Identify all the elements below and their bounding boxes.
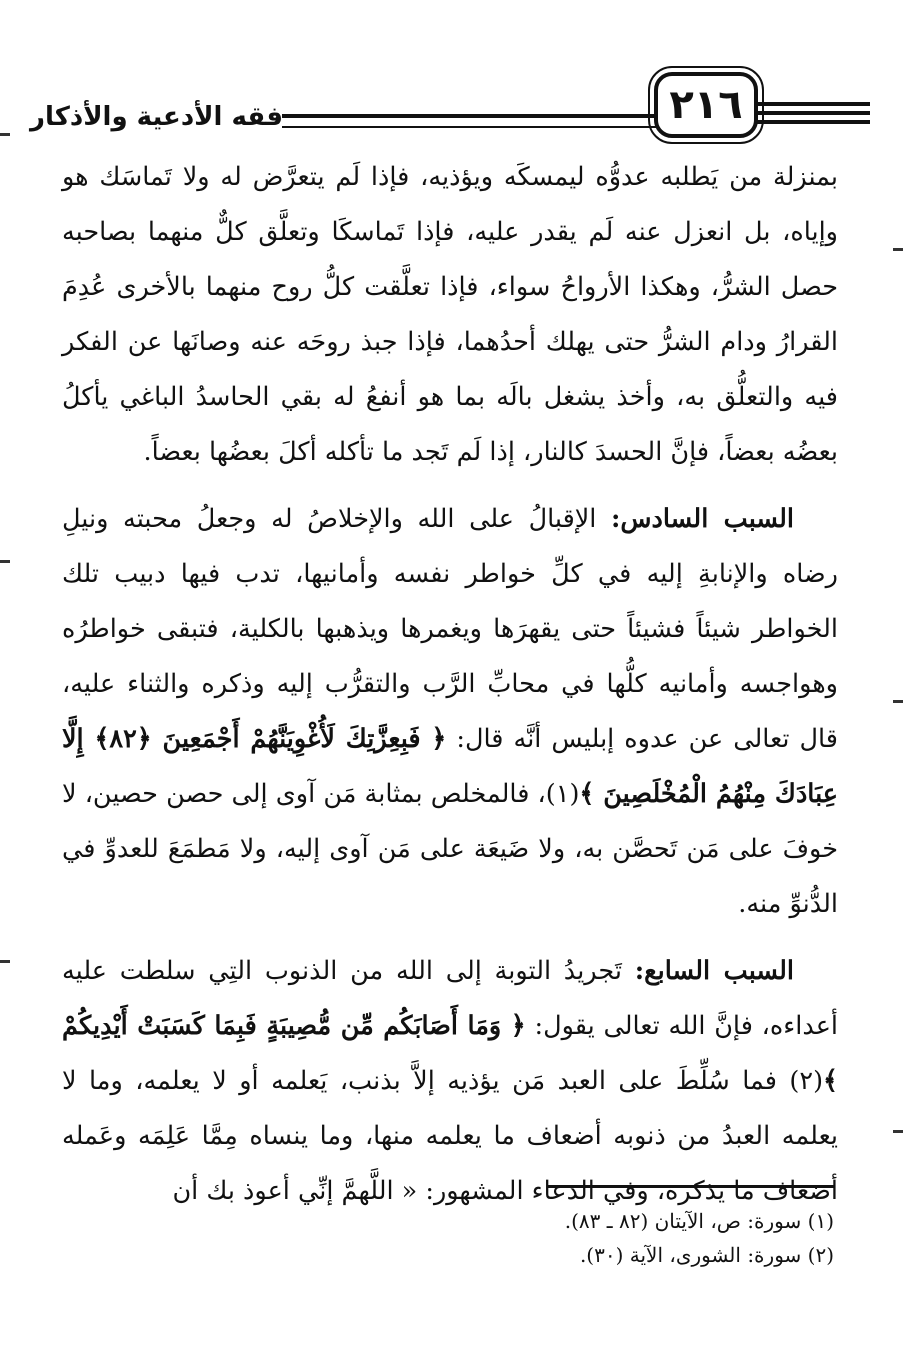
page-number: ٢١٦ (669, 82, 743, 128)
page-number-frame (654, 72, 758, 138)
page-header (30, 72, 870, 152)
paragraph (62, 492, 838, 932)
scan-edge-mark (0, 560, 10, 563)
paragraph (62, 150, 838, 480)
paragraph (62, 944, 838, 1219)
scan-edge-mark (0, 133, 10, 136)
running-title: فقه الأدعية والأذكار (30, 102, 283, 132)
scan-edge-mark (893, 248, 903, 251)
header-rule-right (750, 102, 870, 124)
text-segment: الإقبالُ على الله والإخلاصُ له وجعلُ محبته ونيلِ رضاه والإنابةِ إليه في كلِّ خواطر نفسه وأمانيها، تدب فيها دبيب تلك الخواطر شيئاً فشيئاً حتى يقهرَها ويغمرها ويذهبها بالكلية، فتبقى خواطرُه وهواجسه وأمانيه كلُّها في محابِّ الرَّب والتقرُّب إليه وذكره والثناء عليه، قال تعالى عن عدوه إبليس أنَّه قال: (62, 504, 838, 754)
text-segment: (٢) فما سُلِّطَ على العبد مَن يؤذيه إلاَّ بذنب، يَعلمه أو لا يعلمه، وما لا يعلمه العبدُ من ذنوبه أضعاف ما يعلمه منها، وما ينساه مِمَّا عَلِمَه وعَمله أضعاف ما يذكره، وفي الدعاء المشهور: « اللَّهمَّ إنِّي أعوذ بك أن (62, 1066, 838, 1206)
section-heading: السبب السادس: (611, 504, 794, 534)
body-text (62, 150, 838, 1219)
text-segment: بمنزلة من يَطلبه عدوُّه ليمسكَه ويؤذيه، فإذا لَم يتعرَّض له ولا تَماسَك هو وإياه، بل انعزل عنه لَم يقدر عليه، فإذا تَماسكَا وتعلَّق كلٌّ منهما بصاحبه حصل الشرُّ، وهكذا الأرواحُ سواء، فإذا تعلَّقت كلُّ روح منهما بالأخرى عُدِمَ القرارُ ودام الشرُّ حتى يهلك أحدُهما، فإذا جبذ روحَه عنه وصانَها عن الفكر فيه والتعلُّق به، وأخذ يشغل بالَه بما هو أنفعُ له بقي الحاسدُ الباغي يأكلُ بعضُه بعضاً، فإنَّ الحسدَ كالنار، إذا لَم تَجد ما تأكله أكلَ بعضُها بعضاً. (62, 162, 838, 467)
footnote-2: (٢) سورة: الشورى، الآية (٣٠). (579, 1243, 834, 1267)
footnotes (300, 1204, 834, 1272)
text-segment: تَجريدُ التوبة إلى الله من الذنوب التِي سلطت عليه أعداءه، فإنَّ الله تعالى يقول: (62, 956, 839, 1041)
scan-edge-mark (893, 1130, 903, 1133)
text-segment: (١)، فالمخلص بمثابة مَن آوى إلى حصن حصين، لا خوفَ على مَن تَحصَّن به، ولا ضَيعَة على مَن آوى إليه، ولا مَطمَعَ للعدوِّ في الدُّنوِّ منه. (62, 779, 838, 919)
footnote-separator (548, 1185, 834, 1188)
header-rule-left (282, 114, 672, 128)
section-heading: السبب السابع: (634, 956, 795, 986)
scan-edge-mark (893, 700, 903, 703)
quran-verse: ﴿ فَبِعِزَّتِكَ لَأُغْوِيَنَّهُمْ أَجْمَعِينَ ﴿٨٢﴾ إِلَّا عِبَادَكَ مِنْهُمُ الْمُخْلَصِينَ ﴾ (62, 724, 838, 809)
quran-verse: ﴿ وَمَا أَصَابَكُم مِّن مُّصِيبَةٍ فَبِمَا كَسَبَتْ أَيْدِيكُمْ ﴾ (62, 1011, 838, 1096)
footnote-1: (١) سورة: ص، الآيتان (٨٢ ـ ٨٣). (564, 1209, 834, 1233)
scan-edge-mark (0, 960, 10, 963)
